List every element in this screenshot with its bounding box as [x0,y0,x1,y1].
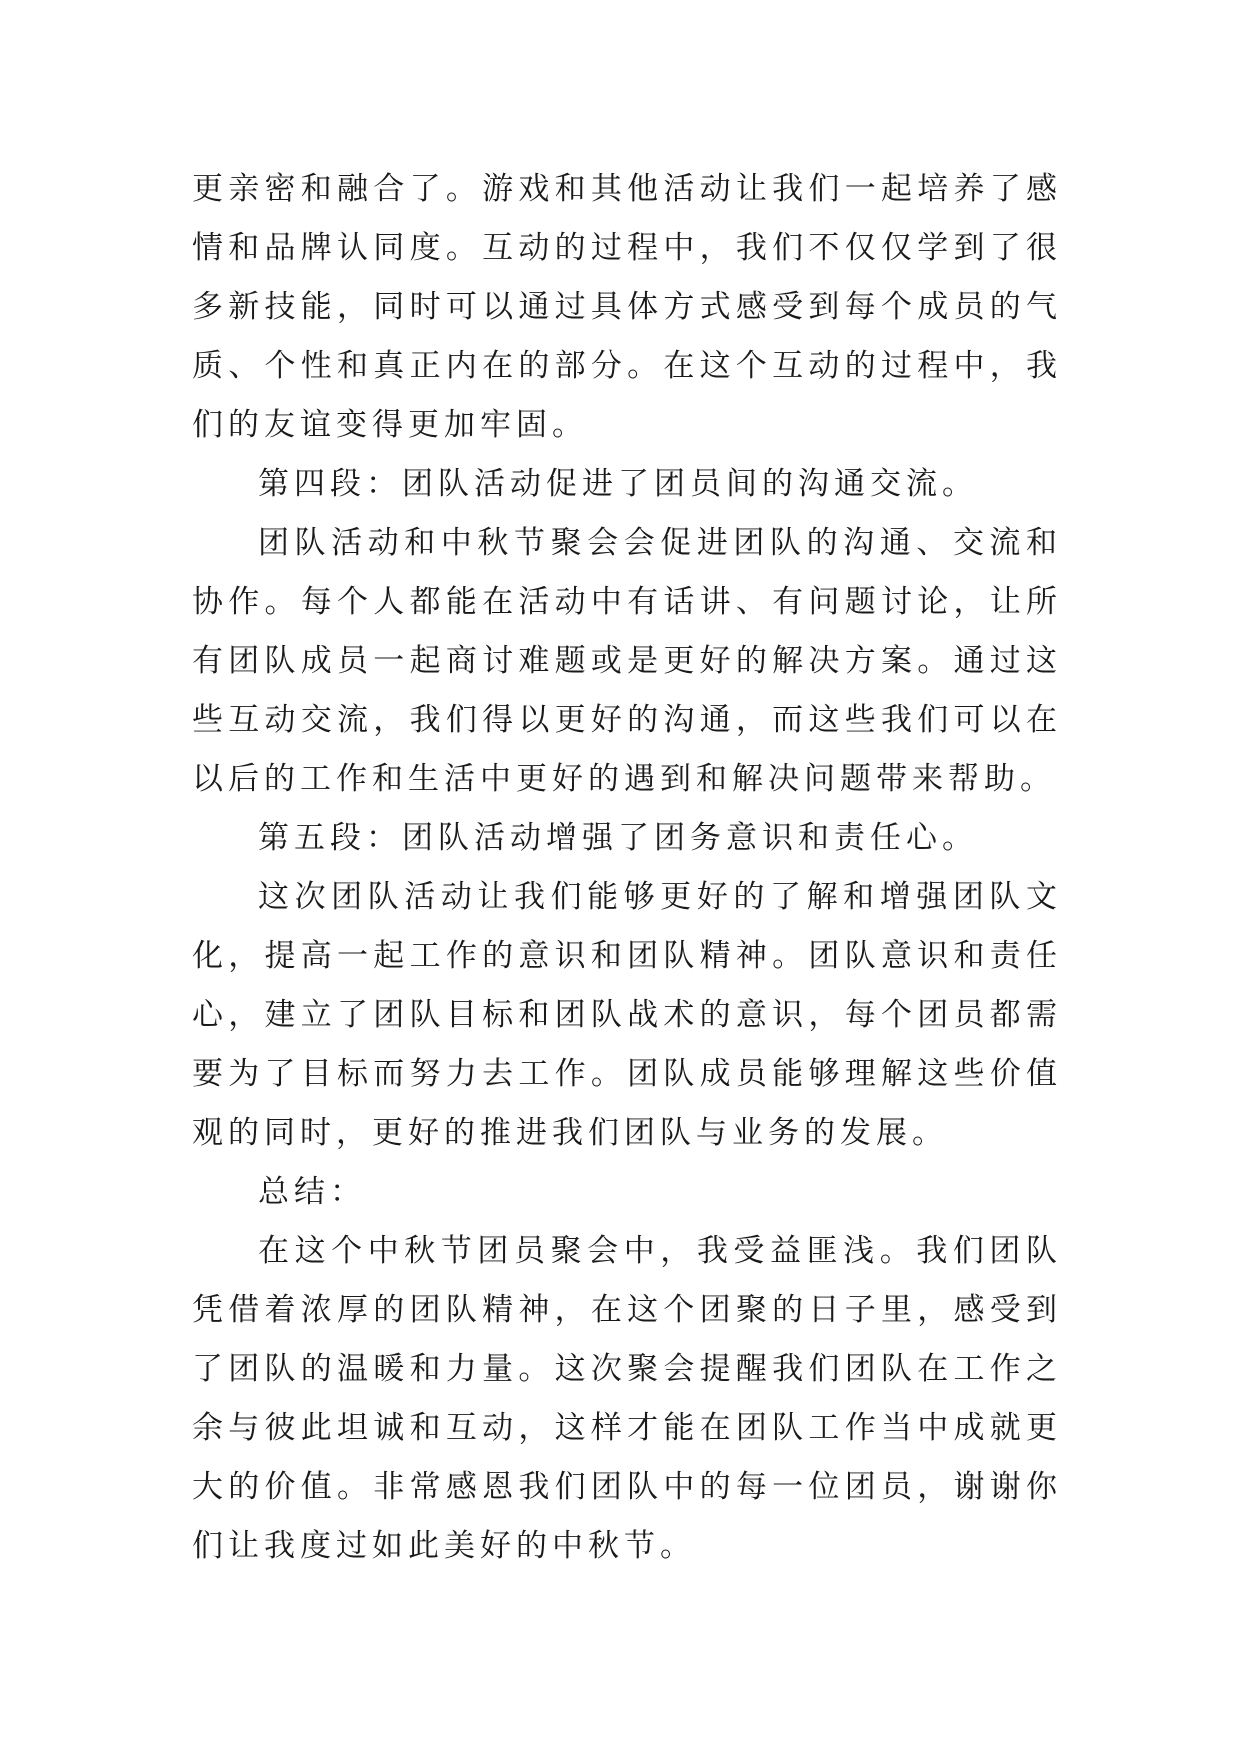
paragraph-summary: 在这个中秋节团员聚会中，我受益匪浅。我们团队凭借着浓厚的团队精神，在这个团聚的日子里，感受到了团队的温暖和力量。这次聚会提醒我们团队在工作之余与彼此坦诚和互动，这样才能在团队工作当中成就更大的价值。非常感恩我们团队中的每一位团员，谢谢你们让我度过如此美好的中秋节。 [192,1233,1062,1564]
section-heading-4: 第四段：团队活动促进了团员间的沟通交流。 [258,466,978,502]
section-heading-5: 第五段：团队活动增强了团务意识和责任心。 [258,820,978,856]
summary-heading: 总结： [258,1174,366,1210]
document-body [192,160,1062,1576]
paragraph-continuation: 更亲密和融合了。游戏和其他活动让我们一起培养了感情和品牌认同度。互动的过程中，我们不仅仅学到了很多新技能，同时可以通过具体方式感受到每个成员的气质、个性和真正内在的部分。在这个互动的过程中，我们的友谊变得更加牢固。 [192,171,1062,443]
paragraph-section-5: 这次团队活动让我们能够更好的了解和增强团队文化，提高一起工作的意识和团队精神。团队意识和责任心，建立了团队目标和团队战术的意识，每个团员都需要为了目标而努力去工作。团队成员能够理解这些价值观的同时，更好的推进我们团队与业务的发展。 [192,879,1062,1151]
paragraph-section-4: 团队活动和中秋节聚会会促进团队的沟通、交流和协作。每个人都能在活动中有话讲、有问题讨论，让所有团队成员一起商讨难题或是更好的解决方案。通过这些互动交流，我们得以更好的沟通，而这些我们可以在以后的工作和生活中更好的遇到和解决问题带来帮助。 [192,525,1062,797]
